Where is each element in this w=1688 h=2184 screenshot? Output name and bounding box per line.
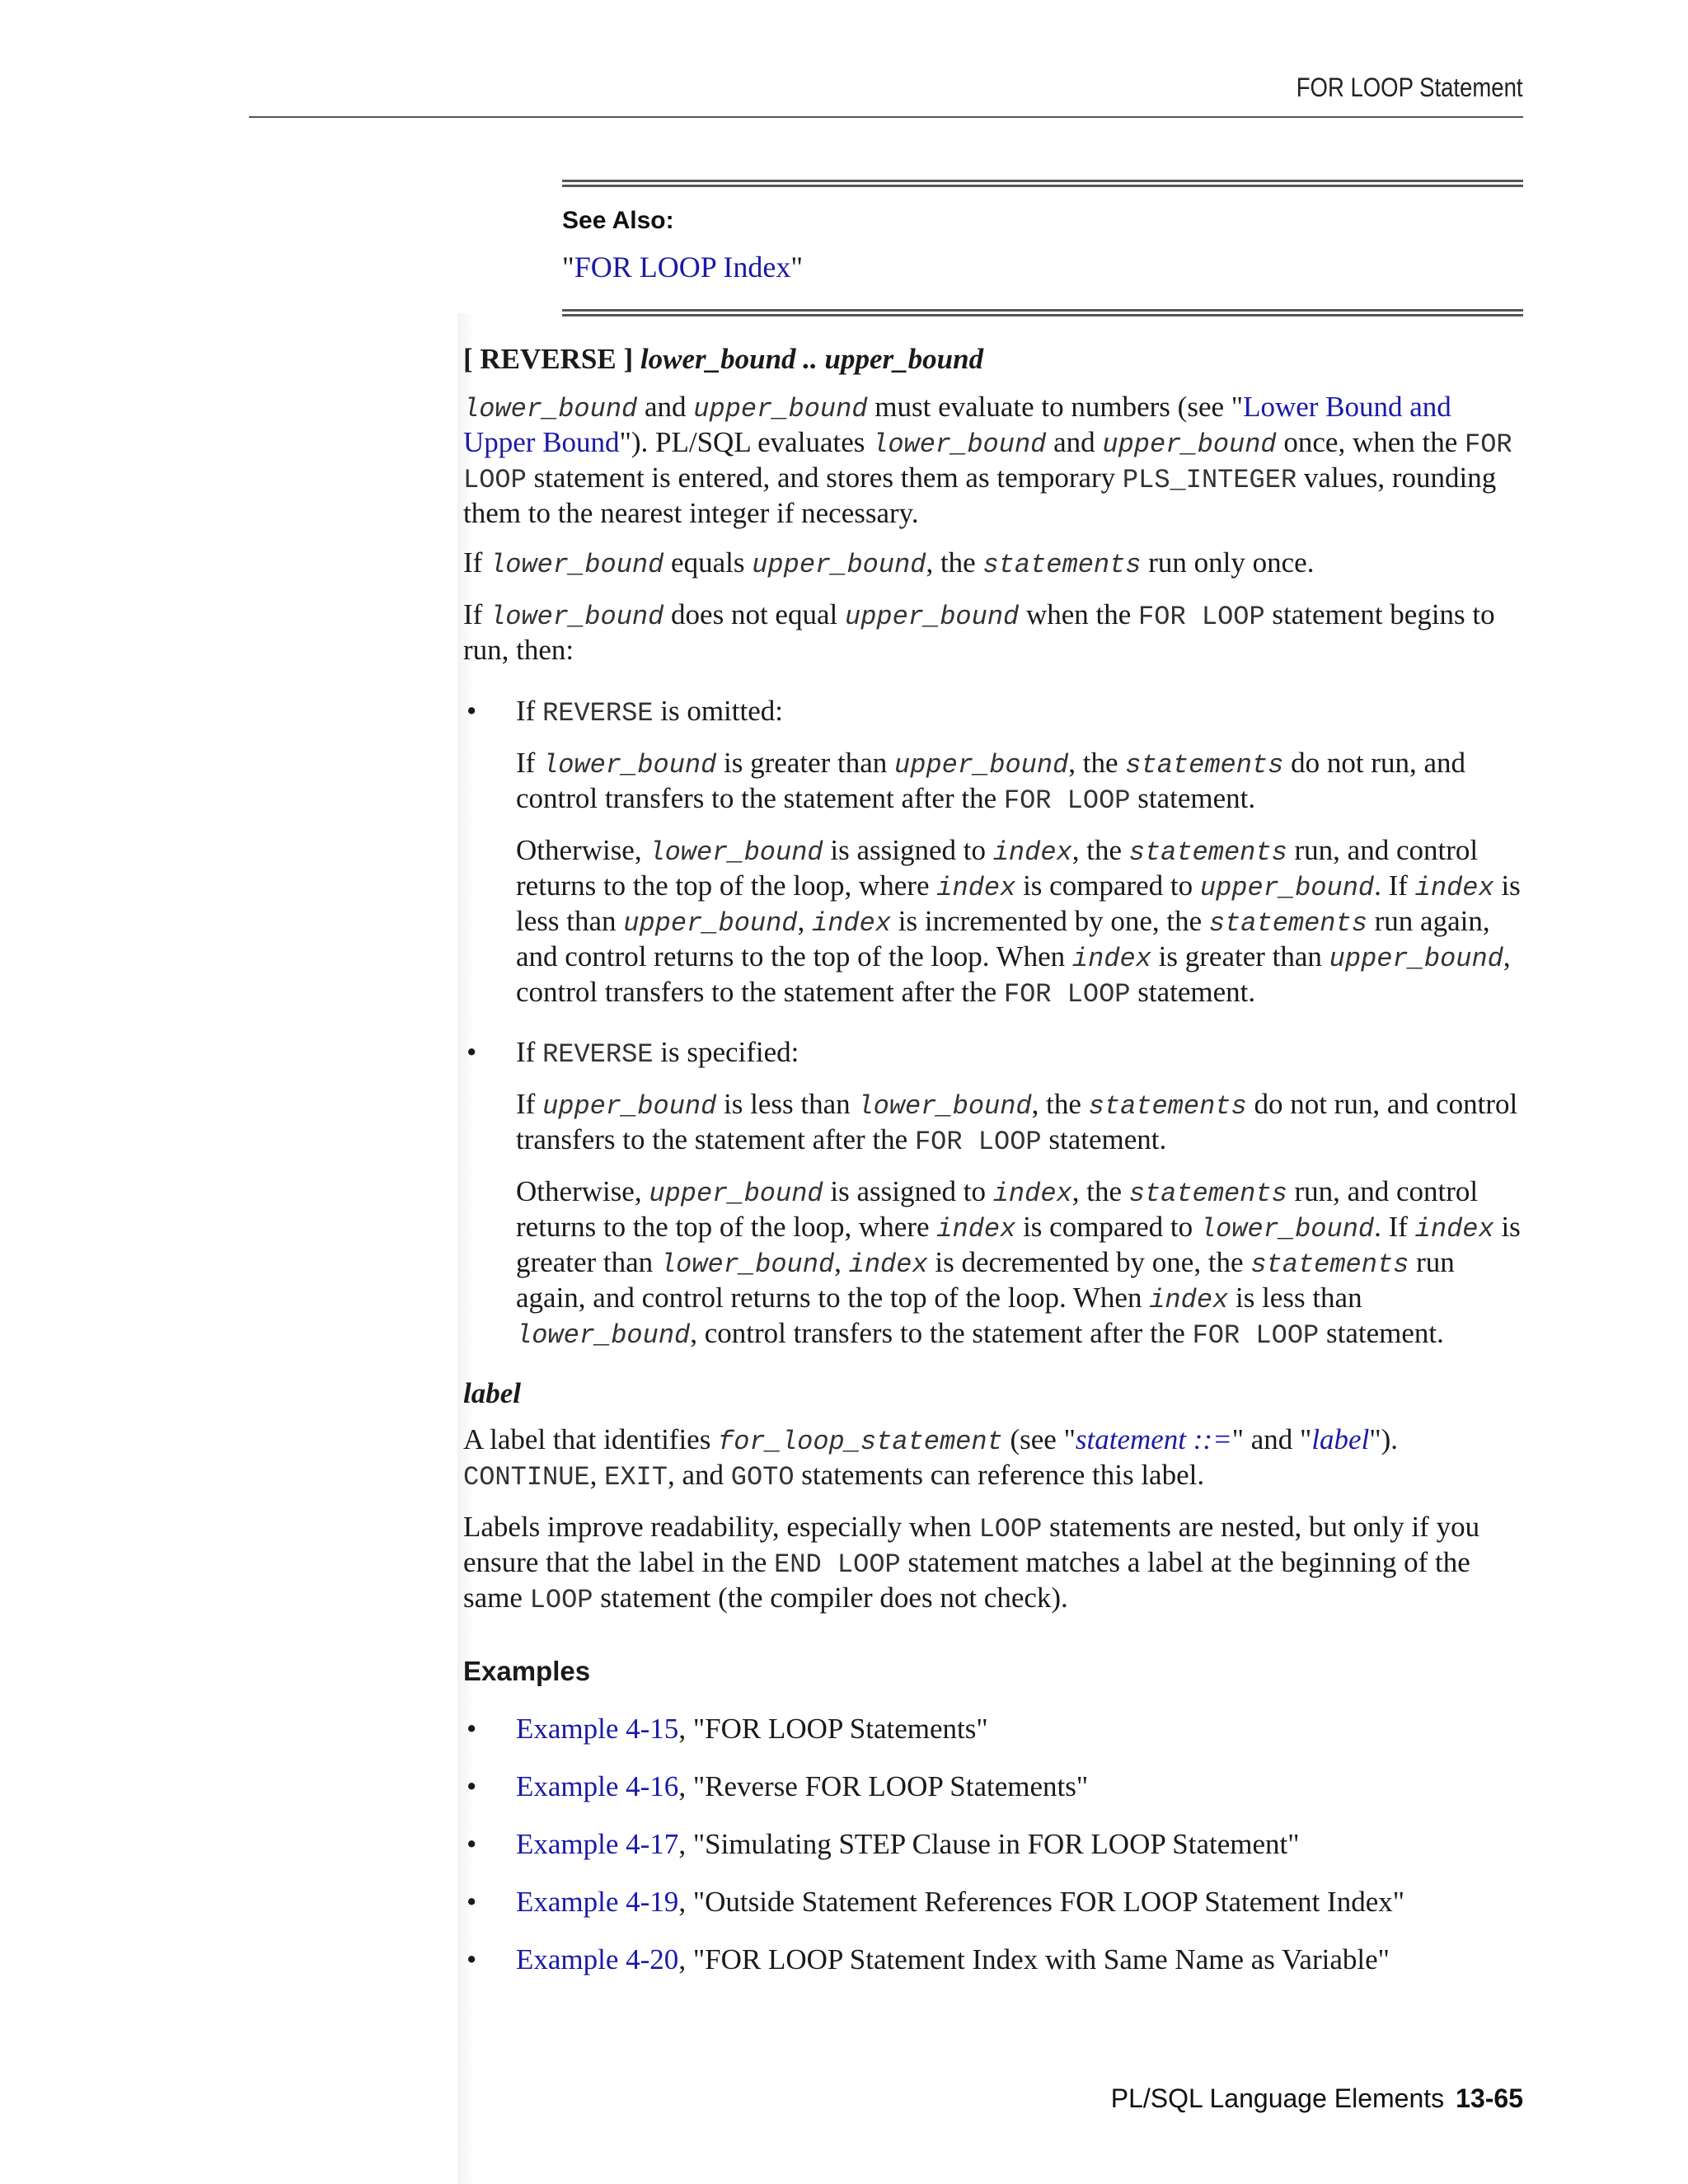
for-loop-index-link[interactable]: FOR LOOP Index <box>574 251 791 284</box>
running-header: FOR LOOP Statement <box>1296 73 1523 102</box>
labels-readability-paragraph: Labels improve readability, especially when LOOP statements are nested, but only if you ensure that the label in the END LOOP statement matches a label at the beginning of the same LOOP statement (the compiler does not check). <box>463 1511 1480 1615</box>
header-rule <box>249 116 1523 118</box>
label-term: label <box>463 1377 521 1409</box>
reverse-omitted-no-run: If lower_bound is greater than upper_bound, the statements do not run, and control transfers to the statement after the FOR LOOP statement. <box>516 747 1465 816</box>
bullet: • <box>467 1713 477 1745</box>
reverse-specified-heading: If REVERSE is specified: <box>516 1036 799 1070</box>
book-title: PL/SQL Language Elements <box>1110 2083 1445 2113</box>
list-item <box>463 695 1526 1011</box>
statement-syntax-link[interactable]: statement ::= <box>1075 1423 1232 1455</box>
bullet: • <box>467 1886 477 1918</box>
main-content <box>463 343 1526 2001</box>
bullet: • <box>467 1036 477 1068</box>
examples-heading: Examples <box>463 1656 591 1686</box>
example-link[interactable]: Example 4-16 <box>516 1770 679 1802</box>
example-link[interactable]: Example 4-20 <box>516 1943 679 1975</box>
bullet: • <box>467 695 477 727</box>
see-also-link-line: "FOR LOOP Index" <box>562 251 804 284</box>
bullet: • <box>467 1943 477 1975</box>
reverse-specified-otherwise: Otherwise, upper_bound is assigned to index, the statements run, and control returns to the top of the loop, where index is compared to lower_bound. If index is greater than lower_bound, index is decremented by one, the statements run again, and control returns to the top of the loop. When index is less than lower_bound, control transfers to the statement after the FOR LOOP statement. <box>516 1175 1521 1351</box>
list-item: • Example 4-19, "Outside Statement References FOR LOOP Statement Index" <box>467 1886 1405 1918</box>
list-item: • Example 4-17, "Simulating STEP Clause in FOR LOOP Statement" <box>467 1828 1300 1860</box>
unequal-bounds-paragraph: If lower_bound does not equal upper_bound when the FOR LOOP statement begins to run, then: <box>463 598 1495 666</box>
see-also-title: See Also: <box>562 207 674 234</box>
list-item <box>463 1036 1526 1352</box>
examples-list <box>463 1713 1526 1976</box>
see-also-box <box>562 180 1523 316</box>
list-item: • Example 4-20, "FOR LOOP Statement Index with Same Name as Variable" <box>467 1943 1390 1975</box>
lower-upper-bound-link[interactable]: Lower Bound and Upper Bound <box>463 391 1451 458</box>
reverse-omitted-otherwise: Otherwise, lower_bound is assigned to index, the statements run, and control returns to the top of the loop, where index is compared to upper_bound. If index is less than upper_bound, index is incremented by one, the statements run again, and control returns to the top of the loop. When index is greater than upper_bound, control transfers to the statement after the FOR LOOP statement. <box>516 834 1521 1010</box>
example-link[interactable]: Example 4-15 <box>516 1713 679 1745</box>
label-link[interactable]: label <box>1311 1423 1370 1455</box>
reverse-term: [ REVERSE ] lower_bound .. upper_bound <box>463 343 984 375</box>
bullet: • <box>467 1770 477 1802</box>
reverse-cases-list <box>463 695 1526 1352</box>
page-number: 13-65 <box>1456 2083 1523 2113</box>
example-link[interactable]: Example 4-19 <box>516 1886 679 1918</box>
see-also-bottom-rule <box>562 309 1523 316</box>
example-link[interactable]: Example 4-17 <box>516 1828 679 1860</box>
equal-bounds-paragraph: If lower_bound equals upper_bound, the statements run only once. <box>463 546 1315 580</box>
reverse-specified-no-run: If upper_bound is less than lower_bound, the statements do not run, and control transfers to the statement after the FOR LOOP statement. <box>516 1088 1518 1157</box>
list-item: • Example 4-16, "Reverse FOR LOOP Statements" <box>467 1770 1089 1802</box>
bullet: • <box>467 1828 477 1860</box>
page-footer <box>1111 2083 1523 2114</box>
bounds-paragraph: lower_bound and upper_bound must evaluate to numbers (see "Lower Bound and Upper Bound"). PL/SQL evaluates lower_bound and upper_bound once, when the FOR LOOP statement is entered, and stores them as temporary PLS_INTEGER values, rounding them to the nearest integer if necessary. <box>463 391 1512 529</box>
label-paragraph: A label that identifies for_loop_statement (see "statement ::=" and "label"). CONTINUE, EXIT, and GOTO statements can reference this label. <box>463 1423 1399 1493</box>
see-also-top-rule <box>562 180 1523 187</box>
list-item: • Example 4-15, "FOR LOOP Statements" <box>467 1713 988 1745</box>
reverse-omitted-heading: If REVERSE is omitted: <box>516 695 783 729</box>
